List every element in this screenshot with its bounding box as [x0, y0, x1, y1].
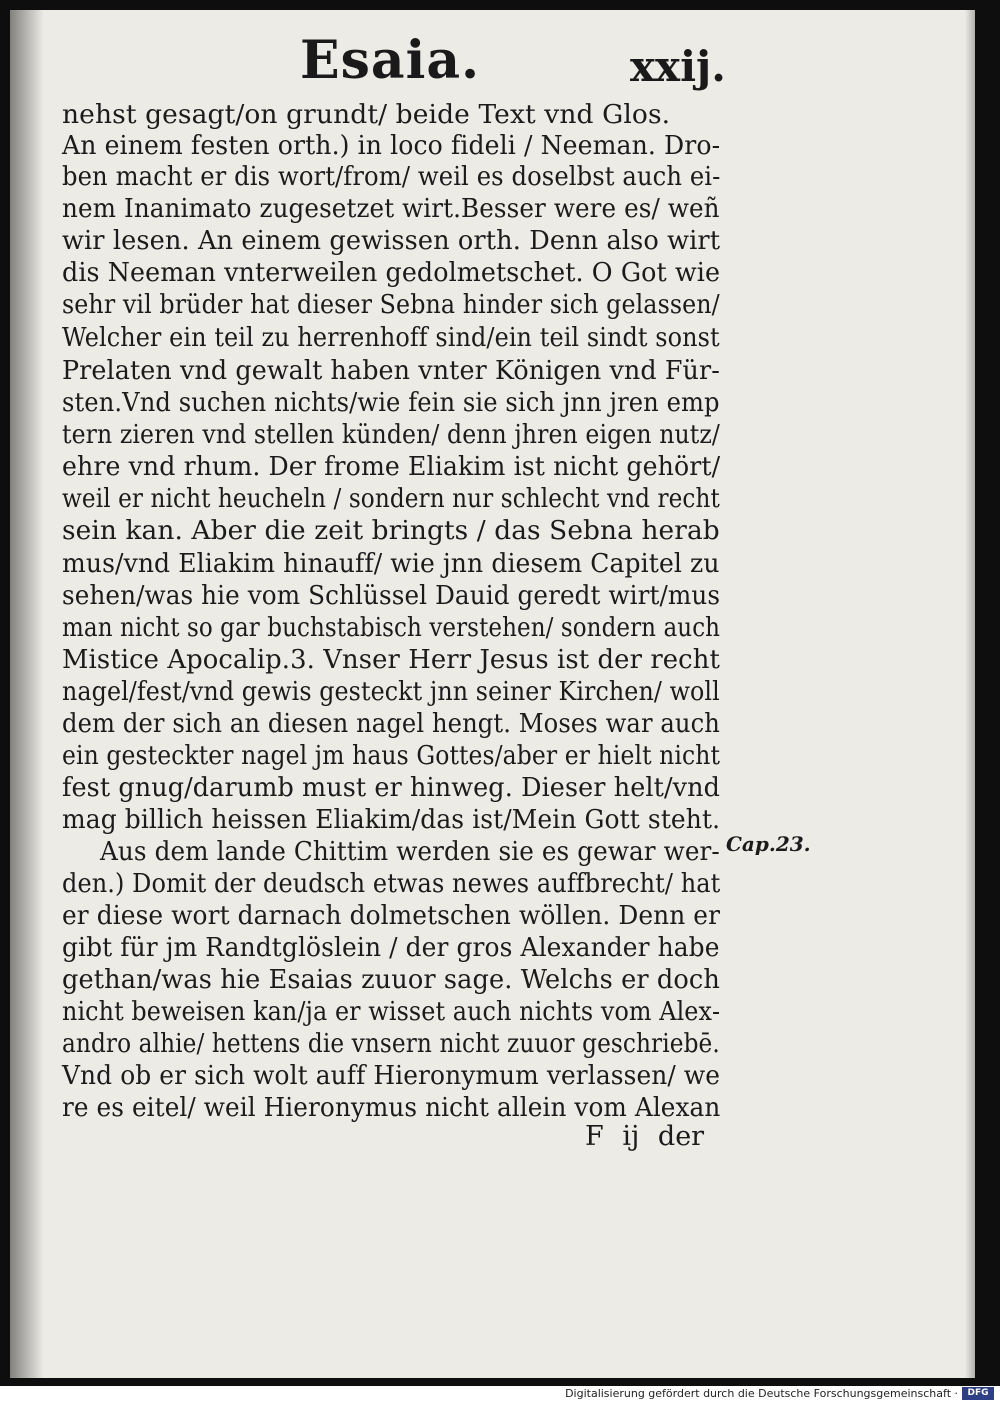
folio-number: xxij. [630, 42, 726, 91]
text-line: andro alhie/ hettens die vnsern nicht zuuor geschriebē. [62, 1028, 720, 1059]
text-line: dem der sich an diesen nagel hengt. Moses war auch [62, 708, 720, 739]
gutter-shadow [10, 10, 44, 1378]
text-line: sein kan. Aber die zeit bringts / das Sebna herab [62, 515, 720, 546]
page-edge-shadow [965, 10, 975, 1378]
marginal-note: Cap.23. [726, 832, 811, 856]
text-line: fest gnug/darumb must er hinweg. Dieser helt/vnd [62, 772, 720, 803]
text-line: re es eitel/ weil Hieronymus nicht allein vom Alexan [62, 1092, 721, 1123]
text-line: man nicht so gar buchstabisch verstehen/ sondern auch [62, 612, 721, 643]
text-line: wir lesen. An einem gewissen orth. Denn also wirt [62, 225, 721, 256]
text-line: sten.Vnd suchen nichts/wie fein sie sich jnn jren emp [62, 387, 720, 418]
running-title: Esaia. [300, 30, 481, 91]
text-line: Welcher ein teil zu herrenhoff sind/ein teil sindt sonst [62, 322, 720, 353]
text-line: nagel/fest/vnd gewis gesteckt jnn seiner Kirchen/ woll [62, 676, 720, 707]
text-line: Vnd ob er sich wolt auff Hieronymum verlassen/ we [62, 1060, 721, 1091]
text-line: nem Inanimato zugesetzet wirt.Besser were es/ weñ [62, 193, 720, 224]
text-line: gibt für jm Randtglöslein / der gros Alexander habe [62, 932, 720, 963]
catchword: F ij der [585, 1121, 705, 1152]
text-line: sehr vil brüder hat dieser Sebna hinder sich gelassen/ [62, 289, 720, 320]
text-line: weil er nicht heucheln / sondern nur schlecht vnd recht [62, 483, 720, 514]
text-line: Aus dem lande Chittim werden sie es gewar wer‑ [100, 836, 720, 867]
dfg-logo: DFG [962, 1387, 994, 1400]
text-line: Mistice Apocalip.3. Vnser Herr Jesus ist der recht [62, 644, 720, 675]
text-line: ehre vnd rhum. Der frome Eliakim ist nicht gehört/ [62, 451, 721, 482]
footer-bar [0, 1386, 1000, 1402]
text-line: ein gesteckter nagel jm haus Gottes/aber er hielt nicht [62, 740, 721, 771]
text-line: mag billich heissen Eliakim/das ist/Mein Gott steht. [62, 804, 721, 835]
text-line: sehen/was hie vom Schlüssel Dauid geredt wirt/mus [62, 580, 721, 611]
text-line: mus/vnd Eliakim hinauff/ wie jnn diesem Capitel zu [62, 548, 720, 579]
text-line: nehst gesagt/on grundt/ beide Text vnd Glos. [62, 99, 671, 130]
text-line: nicht beweisen kan/ja er wisset auch nichts vom Alex‑ [62, 996, 721, 1027]
text-line: ben macht er dis wort/from/ weil es doselbst auch ei‑ [62, 161, 721, 192]
text-line: den.) Domit der deudsch etwas newes auffbrecht/ hat [62, 868, 721, 899]
funding-credit: Digitalisierung gefördert durch die Deutsche Forschungsgemeinschaft · [565, 1387, 958, 1400]
text-line: An einem festen orth.) in loco fideli / Neeman. Dro‑ [62, 130, 721, 161]
text-line: Prelaten vnd gewalt haben vnter Königen vnd Für‑ [62, 355, 720, 386]
text-line: er diese wort darnach dolmetschen wöllen. Denn er [62, 900, 721, 931]
text-line: tern zieren vnd stellen künden/ denn jhren eigen nutz/ [62, 419, 720, 450]
text-line: dis Neeman vnterweilen gedolmetschet. O Got wie [62, 257, 721, 288]
text-line: gethan/was hie Esaias zuuor sage. Welchs er doch [62, 964, 720, 995]
